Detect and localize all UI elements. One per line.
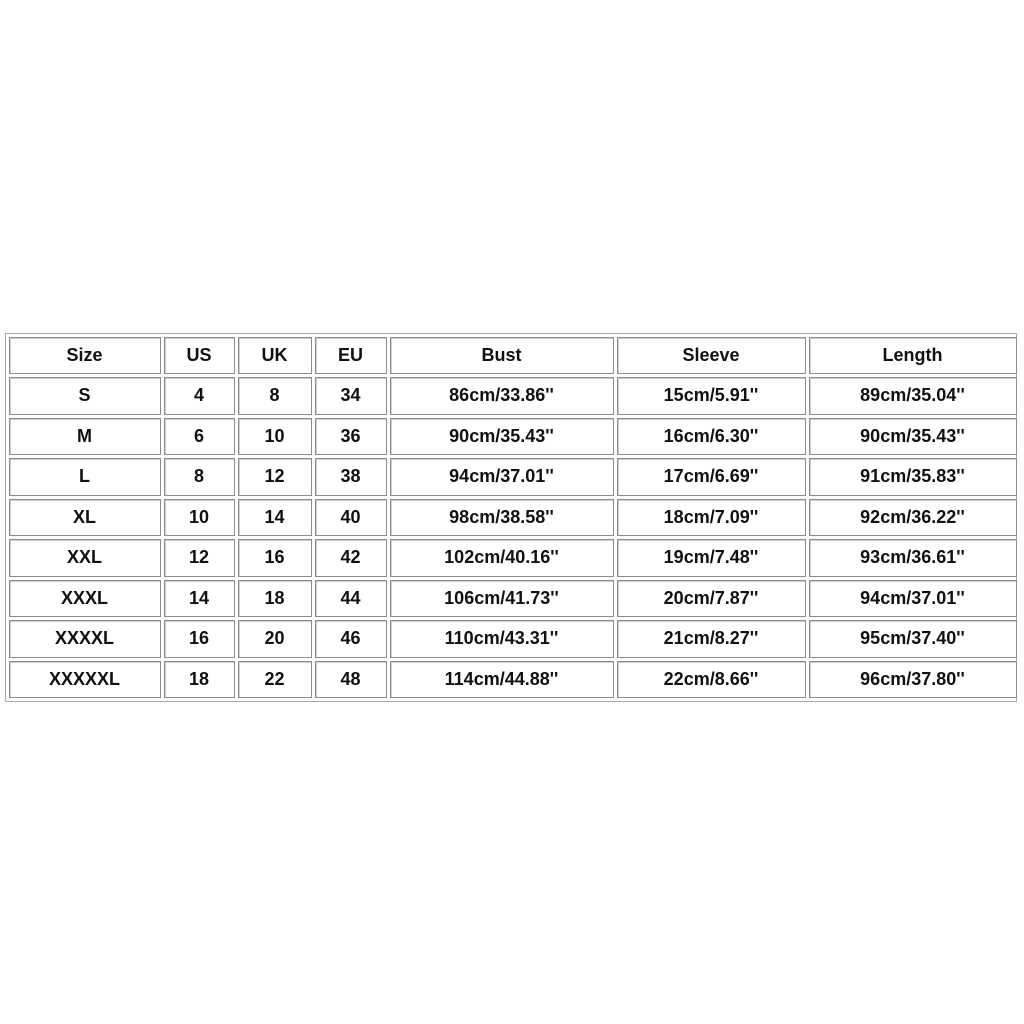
cell-eu: 46: [315, 620, 387, 658]
cell-length: 96cm/37.80'': [809, 661, 1017, 699]
cell-length: 94cm/37.01'': [809, 580, 1017, 618]
cell-sleeve: 18cm/7.09'': [617, 499, 806, 537]
cell-bust: 106cm/41.73'': [390, 580, 614, 618]
cell-size: L: [9, 458, 161, 496]
header-uk: UK: [238, 337, 312, 375]
cell-us: 10: [164, 499, 235, 537]
cell-sleeve: 22cm/8.66'': [617, 661, 806, 699]
cell-sleeve: 17cm/6.69'': [617, 458, 806, 496]
cell-uk: 18: [238, 580, 312, 618]
header-bust: Bust: [390, 337, 614, 375]
cell-us: 8: [164, 458, 235, 496]
cell-us: 18: [164, 661, 235, 699]
cell-length: 93cm/36.61'': [809, 539, 1017, 577]
cell-sleeve: 20cm/7.87'': [617, 580, 806, 618]
cell-bust: 110cm/43.31'': [390, 620, 614, 658]
cell-bust: 114cm/44.88'': [390, 661, 614, 699]
cell-uk: 8: [238, 377, 312, 415]
cell-length: 89cm/35.04'': [809, 377, 1017, 415]
cell-sleeve: 21cm/8.27'': [617, 620, 806, 658]
cell-us: 12: [164, 539, 235, 577]
cell-bust: 102cm/40.16'': [390, 539, 614, 577]
header-us: US: [164, 337, 235, 375]
cell-size: XXXL: [9, 580, 161, 618]
cell-uk: 16: [238, 539, 312, 577]
cell-length: 92cm/36.22'': [809, 499, 1017, 537]
cell-us: 4: [164, 377, 235, 415]
cell-uk: 20: [238, 620, 312, 658]
cell-bust: 98cm/38.58'': [390, 499, 614, 537]
header-size: Size: [9, 337, 161, 375]
cell-bust: 94cm/37.01'': [390, 458, 614, 496]
cell-bust: 90cm/35.43'': [390, 418, 614, 456]
cell-eu: 48: [315, 661, 387, 699]
cell-us: 16: [164, 620, 235, 658]
cell-eu: 40: [315, 499, 387, 537]
cell-uk: 10: [238, 418, 312, 456]
cell-sleeve: 16cm/6.30'': [617, 418, 806, 456]
cell-eu: 42: [315, 539, 387, 577]
cell-size: XL: [9, 499, 161, 537]
header-sleeve: Sleeve: [617, 337, 806, 375]
cell-uk: 22: [238, 661, 312, 699]
cell-us: 14: [164, 580, 235, 618]
cell-size: XXL: [9, 539, 161, 577]
cell-eu: 38: [315, 458, 387, 496]
cell-length: 91cm/35.83'': [809, 458, 1017, 496]
cell-size: M: [9, 418, 161, 456]
cell-size: XXXXXL: [9, 661, 161, 699]
cell-length: 90cm/35.43'': [809, 418, 1017, 456]
cell-bust: 86cm/33.86'': [390, 377, 614, 415]
cell-eu: 36: [315, 418, 387, 456]
cell-eu: 34: [315, 377, 387, 415]
cell-size: XXXXL: [9, 620, 161, 658]
cell-sleeve: 15cm/5.91'': [617, 377, 806, 415]
cell-eu: 44: [315, 580, 387, 618]
cell-sleeve: 19cm/7.48'': [617, 539, 806, 577]
cell-size: S: [9, 377, 161, 415]
cell-uk: 14: [238, 499, 312, 537]
cell-uk: 12: [238, 458, 312, 496]
header-eu: EU: [315, 337, 387, 375]
cell-us: 6: [164, 418, 235, 456]
cell-length: 95cm/37.40'': [809, 620, 1017, 658]
header-length: Length: [809, 337, 1017, 375]
size-chart-table: [5, 333, 1017, 702]
